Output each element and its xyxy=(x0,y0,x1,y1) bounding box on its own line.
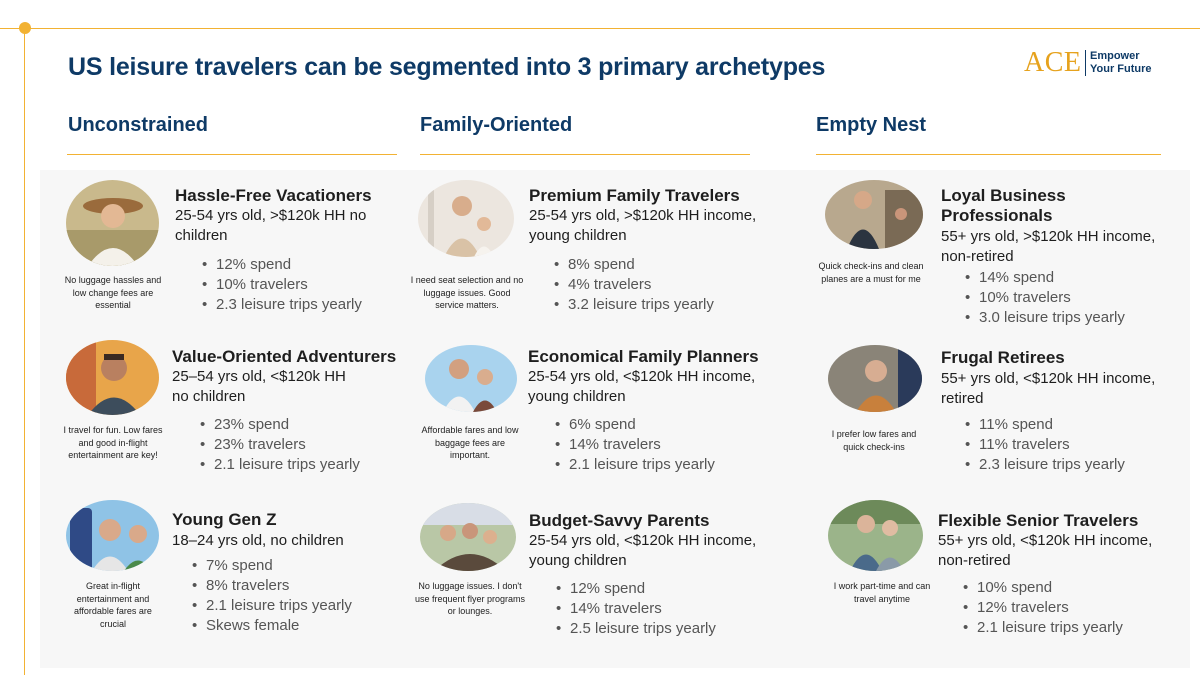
quote-budget-savvy-parents: No luggage issues. I don't use frequent flyer programs or lounges. xyxy=(414,581,526,616)
stat-travelers: 10% travelers xyxy=(979,289,1071,306)
quote-value-oriented-adventurers: I travel for fun. Low fares and good in-flight entertainment are key! xyxy=(63,425,163,460)
traveler-photo-budget-savvy-parents xyxy=(420,503,516,571)
segment-description-value-oriented-adventurers: 25–54 yrs old, <$120k HH no children xyxy=(172,368,346,405)
stat-item: • 7% spend xyxy=(192,557,273,574)
stat-item: • 23% spend xyxy=(200,416,290,433)
stat-item: • 4% travelers xyxy=(554,276,652,293)
stat-spend: 11% spend xyxy=(979,416,1053,433)
ace-logo xyxy=(1024,48,1152,78)
quote-flexible-senior-travelers: I work part-time and can travel anytime xyxy=(833,581,931,604)
stat-item: • 8% travelers xyxy=(192,577,290,594)
traveler-photo-value-oriented-adventurers xyxy=(66,340,159,415)
stats-list-budget-savvy-parents xyxy=(556,579,716,639)
stat-item: • 14% spend xyxy=(965,269,1055,286)
segment-description-flexible-senior-travelers: 55+ yrs old, <$120k HH income, non-retired xyxy=(938,532,1153,569)
stats-list-loyal-business-professionals xyxy=(965,268,1125,328)
stat-item: • 8% spend xyxy=(554,256,635,273)
stats-list-young-gen-z xyxy=(192,556,352,636)
column-heading-unconstrained: Unconstrained xyxy=(68,114,209,136)
segment-title-value-oriented-adventurers: Value-Oriented Adventurers xyxy=(172,347,397,366)
traveler-photo-frugal-retirees xyxy=(828,345,922,412)
stat-trips: 2.1 leisure trips yearly xyxy=(206,597,352,614)
stat-note: Skews female xyxy=(206,617,300,634)
stat-spend: 7% spend xyxy=(206,557,273,574)
column-heading-empty-nest: Empty Nest xyxy=(816,114,927,136)
accent-dot xyxy=(19,22,31,34)
segment-title-hassle-free-vacationers: Hassle-Free Vacationers xyxy=(175,186,372,205)
stat-travelers: 23% travelers xyxy=(214,436,306,453)
stat-item: • 14% travelers xyxy=(555,436,661,453)
traveler-photo-young-gen-z xyxy=(66,500,159,571)
stats-list-flexible-senior-travelers xyxy=(963,578,1123,638)
traveler-photo-flexible-senior-travelers xyxy=(828,500,923,571)
stat-item: • 2.1 leisure trips yearly xyxy=(200,456,360,473)
logo-tagline xyxy=(1090,50,1152,76)
logo-mark: ACE xyxy=(1024,47,1082,78)
logo-tagline-line-2: Your Future xyxy=(1090,63,1152,75)
segment-description-frugal-retirees: 55+ yrs old, <$120k HH income, retired xyxy=(941,370,1156,407)
stat-spend: 12% spend xyxy=(216,256,292,273)
stat-item: • 10% travelers xyxy=(202,276,308,293)
stat-travelers: 14% travelers xyxy=(570,600,662,617)
stat-item: • 12% travelers xyxy=(963,599,1069,616)
traveler-photo-premium-family-travelers xyxy=(418,180,514,257)
traveler-photo-loyal-business-professionals xyxy=(825,180,923,249)
segment-title-economical-family-planners: Economical Family Planners xyxy=(528,347,759,366)
stat-item: • 12% spend xyxy=(202,256,292,273)
page-title: US leisure travelers can be segmented into 3 primary archetypes xyxy=(68,53,826,81)
quote-frugal-retirees: I prefer low fares and quick check-ins xyxy=(831,429,917,452)
stats-list-premium-family-travelers xyxy=(554,255,714,315)
segment-description-hassle-free-vacationers: 25-54 yrs old, >$120k HH no children xyxy=(175,207,367,244)
stat-trips: 3.0 leisure trips yearly xyxy=(979,309,1125,326)
segment-title-frugal-retirees: Frugal Retirees xyxy=(941,348,1065,367)
stat-trips: 2.3 leisure trips yearly xyxy=(216,296,362,313)
quote-young-gen-z: Great in-flight entertainment and affordable fares are crucial xyxy=(74,581,152,629)
segment-description-budget-savvy-parents: 25-54 yrs old, <$120k HH income, young children xyxy=(529,532,757,569)
column-rule-unconstrained xyxy=(67,154,397,155)
quote-premium-family-travelers: I need seat selection and no luggage issues. Good service matters. xyxy=(410,275,524,310)
segment-title-flexible-senior-travelers: Flexible Senior Travelers xyxy=(938,511,1139,530)
stat-trips: 2.1 leisure trips yearly xyxy=(214,456,360,473)
stats-list-frugal-retirees xyxy=(965,415,1125,475)
stat-item: • 11% travelers xyxy=(965,436,1070,453)
stat-item: • Skews female xyxy=(192,617,300,634)
column-heading-family-oriented: Family-Oriented xyxy=(420,114,573,136)
stat-item: • 3.2 leisure trips yearly xyxy=(554,296,714,313)
stat-travelers: 4% travelers xyxy=(568,276,652,293)
quote-hassle-free-vacationers: No luggage hassles and low change fees are essential xyxy=(64,275,162,310)
segment-description-premium-family-travelers: 25-54 yrs old, >$120k HH income, young children xyxy=(529,207,757,244)
stat-travelers: 12% travelers xyxy=(977,599,1069,616)
stat-item: • 23% travelers xyxy=(200,436,306,453)
stat-item: • 2.1 leisure trips yearly xyxy=(555,456,715,473)
stat-travelers: 8% travelers xyxy=(206,577,290,594)
stat-trips: 2.5 leisure trips yearly xyxy=(570,620,716,637)
stat-spend: 23% spend xyxy=(214,416,290,433)
stat-trips: 3.2 leisure trips yearly xyxy=(568,296,714,313)
quote-loyal-business-professionals: Quick check-ins and clean planes are a must for me xyxy=(818,261,924,284)
stat-item: • 2.3 leisure trips yearly xyxy=(202,296,362,313)
logo-tagline-line-1: Empower xyxy=(1090,50,1140,62)
stats-list-value-oriented-adventurers xyxy=(200,415,360,475)
stat-travelers: 10% travelers xyxy=(216,276,308,293)
stat-spend: 6% spend xyxy=(569,416,636,433)
stat-spend: 14% spend xyxy=(979,269,1055,286)
stats-list-economical-family-planners xyxy=(555,415,715,475)
traveler-photo-economical-family-planners xyxy=(425,345,517,412)
stats-list-hassle-free-vacationers xyxy=(202,255,362,315)
stat-item: • 2.1 leisure trips yearly xyxy=(963,619,1123,636)
stat-travelers: 14% travelers xyxy=(569,436,661,453)
stat-item: • 10% spend xyxy=(963,579,1053,596)
segment-title-premium-family-travelers: Premium Family Travelers xyxy=(529,186,740,205)
stat-spend: 8% spend xyxy=(568,256,635,273)
stat-item: • 12% spend xyxy=(556,580,646,597)
segment-title-budget-savvy-parents: Budget-Savvy Parents xyxy=(529,511,710,530)
stat-item: • 2.1 leisure trips yearly xyxy=(192,597,352,614)
top-accent-line xyxy=(0,28,1200,29)
left-accent-line xyxy=(24,28,25,675)
column-rule-family-oriented xyxy=(420,154,750,155)
stat-trips: 2.1 leisure trips yearly xyxy=(977,619,1123,636)
stat-item: • 10% travelers xyxy=(965,289,1071,306)
logo-divider xyxy=(1085,50,1087,76)
stat-item: • 11% spend xyxy=(965,416,1053,433)
segment-description-young-gen-z: 18–24 yrs old, no children xyxy=(172,532,344,549)
stat-trips: 2.3 leisure trips yearly xyxy=(979,456,1125,473)
stat-travelers: 11% travelers xyxy=(979,436,1070,453)
segment-title-young-gen-z: Young Gen Z xyxy=(172,510,277,529)
segment-description-loyal-business-professionals: 55+ yrs old, >$120k HH income, non-retired xyxy=(941,228,1156,265)
stat-item: • 2.3 leisure trips yearly xyxy=(965,456,1125,473)
segment-title-loyal-business-professionals: Loyal Business Professionals xyxy=(941,186,1066,225)
quote-economical-family-planners: Affordable fares and low baggage fees are important. xyxy=(421,425,519,460)
stat-item: • 14% travelers xyxy=(556,600,662,617)
traveler-photo-hassle-free-vacationers xyxy=(66,180,159,266)
stat-item: • 2.5 leisure trips yearly xyxy=(556,620,716,637)
column-rule-empty-nest xyxy=(816,154,1161,155)
stat-item: • 3.0 leisure trips yearly xyxy=(965,309,1125,326)
stat-trips: 2.1 leisure trips yearly xyxy=(569,456,715,473)
stat-item: • 6% spend xyxy=(555,416,636,433)
segment-description-economical-family-planners: 25-54 yrs old, <$120k HH income, young children xyxy=(528,368,756,405)
stat-spend: 12% spend xyxy=(570,580,646,597)
stat-spend: 10% spend xyxy=(977,579,1053,596)
